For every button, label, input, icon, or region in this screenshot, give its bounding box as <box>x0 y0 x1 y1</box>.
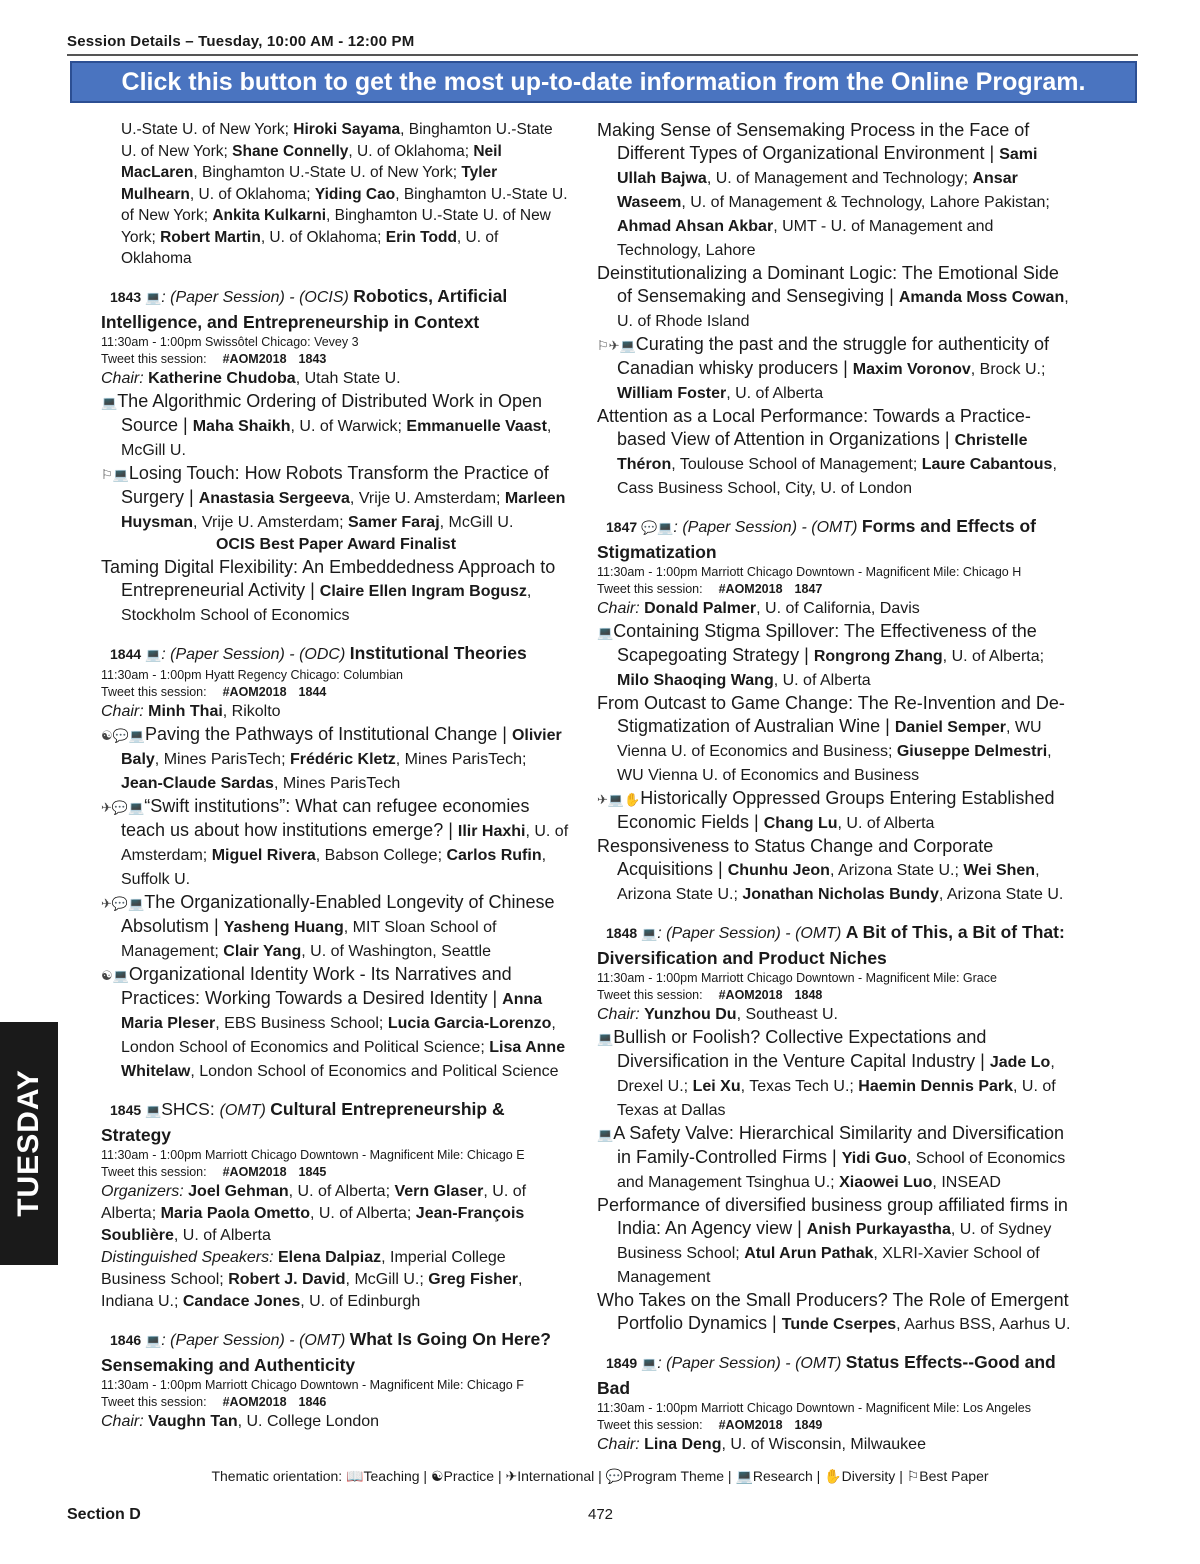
paper-title: Curating the past and the struggle for authenticity of Canadian whisky producers | <box>617 334 1049 378</box>
session-type: : (Paper Session) - (OMT) <box>657 1355 846 1372</box>
author-name: Neil MacLaren <box>121 142 502 181</box>
author-name: Claire Ellen Ingram Bogusz <box>319 582 527 600</box>
author-affiliation: , Babson College; <box>315 846 447 864</box>
session-heading <box>597 1350 1077 1400</box>
tweet-label: Tweet this session: <box>597 1418 703 1432</box>
session-organizers <box>101 1181 571 1247</box>
paper-authors <box>782 1316 1071 1333</box>
author-name: Yasheng Huang <box>223 918 344 936</box>
chair-label: Chair: <box>101 702 149 720</box>
author-name: Maxim Voronov <box>852 361 971 378</box>
tweet-hashtag: #AOM2018 <box>718 988 783 1002</box>
day-side-tab <box>0 1022 58 1265</box>
page-number: 472 <box>588 1506 614 1523</box>
author-name: Frédéric Kletz <box>289 750 396 768</box>
author-affiliation: , U. of Alberta; <box>309 1204 416 1222</box>
tweet-line <box>597 581 1077 598</box>
author-name: Jonathan Nicholas Bundy <box>742 886 939 903</box>
author-name: Miguel Rivera <box>211 846 316 864</box>
paper-title: A Safety Valve: Hierarchical Similarity and Diversification in Family-Controlled Firms | <box>613 1123 1065 1167</box>
author-name: Vern Glaser <box>394 1182 484 1200</box>
research-icon: 💻 <box>145 646 162 662</box>
paper-title: Taming Digital Flexibility: An Embeddedness Approach to Entrepreneurial Activity | <box>101 556 556 600</box>
chair-name: Donald Palmer <box>644 600 757 617</box>
tweet-line <box>101 351 571 368</box>
paper-theme-icons: 💻 <box>597 1031 614 1046</box>
session-chair <box>101 701 571 723</box>
session-number: 1845 <box>110 1101 146 1118</box>
session-type: : (Paper Session) - (OCIS) <box>161 288 354 306</box>
session-type: (OMT) <box>219 1101 271 1119</box>
tweet-hashtag: #AOM2018 <box>222 351 287 366</box>
author-name: Erin Todd <box>385 228 457 246</box>
left-column <box>101 119 571 1447</box>
session-type: : (Paper Session) - (OMT) <box>657 925 846 942</box>
session-number: 1848 <box>606 925 642 941</box>
author-name: Clair Yang <box>223 942 302 960</box>
author-affiliation: , School of Economics and Management Tsinghua U.; <box>617 1150 1066 1191</box>
author-affiliation: , Arizona State U.; <box>829 862 964 879</box>
author-name: William Foster <box>617 385 727 402</box>
tweet-hashtag: #AOM2018 <box>718 1418 783 1432</box>
session-time-location: 11:30am - 1:00pm Marriott Chicago Downtown - Magnificent Mile: Grace <box>597 971 997 985</box>
session-number: 1844 <box>110 645 146 662</box>
tweet-line <box>597 987 1077 1004</box>
session-title: Institutional Theories <box>349 642 527 663</box>
paper-theme-icons: ✈💬💻 <box>101 799 145 815</box>
author-affiliation: , Vrije U. Amsterdam; <box>193 513 349 531</box>
author-name: Amanda Moss Cowan <box>898 289 1065 306</box>
paper-theme-icons: ☯💬💻 <box>101 727 146 743</box>
session-chair <box>597 1004 1077 1026</box>
session-time-location: 11:30am - 1:00pm Hyatt Regency Chicago: Columbian <box>101 667 404 682</box>
author-affiliation: , UMT - U. of Management and Technology, Lahore <box>617 218 994 259</box>
tweet-label: Tweet this session: <box>597 582 703 596</box>
tweet-line <box>101 1164 571 1181</box>
author-name: Marleen Huysman <box>121 489 566 531</box>
author-affiliation: , U. of Oklahoma <box>121 228 499 267</box>
author-affiliation: , U. of Rhode Island <box>617 289 1069 330</box>
author-name: Anastasia Sergeeva <box>198 489 350 507</box>
author-name: Maria Paola Ometto <box>160 1204 310 1222</box>
paper-entry <box>597 333 1077 405</box>
paper-title: Who Takes on the Small Producers? The Role of Emergent Portfolio Dynamics | <box>597 1290 1069 1333</box>
session-time-location: 11:30am - 1:00pm Marriott Chicago Downtown - Magnificent Mile: Los Angeles <box>597 1401 1032 1415</box>
chair-label: Chair: <box>597 1006 645 1023</box>
session-number: 1847 <box>606 519 642 535</box>
online-program-button[interactable]: Click this button to get the most up-to-date information from the Online Program. <box>70 61 1137 103</box>
paper-entry <box>101 390 571 462</box>
author-affiliation: , XLRI-Xavier School of Management <box>617 1245 1040 1286</box>
session-title: A Bit of This, a Bit of That: Diversification and Product Niches <box>597 922 1065 968</box>
session-heading <box>597 514 1077 564</box>
session-1843 <box>101 284 571 627</box>
author-affiliation: , U. of Washington, Seattle <box>301 942 491 960</box>
chair-label: Chair: <box>101 1412 149 1430</box>
author-affiliation: , Cass Business School, City, U. of London <box>617 456 1057 497</box>
session-1845 <box>101 1097 571 1313</box>
author-name: Lei Xu <box>692 1078 741 1095</box>
paper-entry <box>597 405 1077 500</box>
session-heading <box>597 920 1077 970</box>
author-affiliation: , U. of Texas at Dallas <box>617 1078 1056 1119</box>
author-name: Carlos Rufin <box>446 846 542 864</box>
paper-entry <box>597 1026 1077 1122</box>
author-name: Giuseppe Delmestri <box>896 743 1048 760</box>
paper-entry <box>101 795 571 891</box>
author-name: Robert Martin <box>160 228 261 246</box>
author-name: Anish Purkayastha <box>806 1221 951 1238</box>
session-chair <box>597 598 1077 620</box>
author-affiliation: , Vrije U. Amsterdam; <box>349 489 505 507</box>
tweet-hashtag: #AOM2018 <box>222 684 287 699</box>
session-chair <box>101 1411 571 1433</box>
paper-theme-icons: 💻 <box>597 625 614 640</box>
author-affiliation: , U. of Alberta <box>837 815 935 832</box>
author-affiliation: , Stockholm School of Economics <box>121 582 532 624</box>
paper-entry <box>597 620 1077 692</box>
day-side-tab-label: TUESDAY <box>12 1069 45 1217</box>
author-name: Tunde Cserpes <box>781 1316 897 1333</box>
author-affiliation: , U. of Amsterdam; <box>121 822 569 864</box>
chair-label: Chair: <box>597 1436 645 1453</box>
session-number: 1843 <box>110 288 146 305</box>
author-name: Chang Lu <box>763 815 838 832</box>
paper-entry <box>597 1122 1077 1194</box>
session-heading <box>101 284 571 334</box>
session-1846 <box>101 1327 571 1433</box>
tweet-session-number: 1846 <box>298 1394 327 1409</box>
session-chair <box>101 368 571 390</box>
author-name: Laure Cabantous <box>921 456 1053 473</box>
author-affiliation: , Binghamton U.-State U. of New York; <box>121 185 568 224</box>
author-name: Robert J. David <box>228 1270 346 1288</box>
chair-label: Chair: <box>597 600 645 617</box>
session-title: Status Effects--Good and Bad <box>597 1352 1056 1398</box>
author-affiliation: , U. of Alberta; <box>288 1182 395 1200</box>
paper-title: Attention as a Local Performance: Towards a Practice-based View of Attention in Organizations | <box>597 406 1031 449</box>
author-affiliation: , Imperial College Business School; <box>101 1248 506 1288</box>
author-affiliation: , Brock U.; <box>970 361 1046 378</box>
tweet-session-number: 1848 <box>794 988 823 1002</box>
tweet-hashtag: #AOM2018 <box>222 1164 287 1179</box>
paper-entry <box>597 1289 1077 1336</box>
paper-title: Containing Stigma Spillover: The Effectiveness of the Scapegoating Strategy | <box>613 621 1037 665</box>
research-icon: 💻 <box>145 1332 162 1348</box>
page-header-title: Session Details – Tuesday, 10:00 AM - 12:00 PM <box>67 33 415 50</box>
author-affiliation: , U. of Oklahoma; <box>348 142 474 160</box>
paper-theme-icons: 💻 <box>597 1127 614 1142</box>
header-rule <box>67 54 1138 56</box>
author-affiliation: , McGill U. <box>439 513 514 531</box>
author-name: Greg Fisher <box>428 1270 519 1288</box>
author-name: Elena Dalpiaz <box>277 1248 382 1266</box>
paper-theme-icons: ⚐💻 <box>101 466 129 482</box>
session-number: 1846 <box>110 1331 146 1348</box>
session-title: What Is Going On Here? Sensemaking and Authenticity <box>101 1328 551 1375</box>
chair-affiliation: , Southeast U. <box>736 1006 838 1023</box>
tweet-line <box>597 1417 1077 1434</box>
author-affiliation: , Toulouse School of Management; <box>671 456 922 473</box>
author-affiliation: , EBS Business School; <box>215 1014 388 1032</box>
author-affiliation: , London School of Economics and Political Science <box>190 1062 559 1080</box>
footer-section: Section D <box>67 1506 141 1523</box>
paper-title: Deinstitutionalizing a Dominant Logic: The Emotional Side of Sensemaking and Sensegiving | <box>597 263 1059 306</box>
author-affiliation: , Aarhus BSS, Aarhus U. <box>896 1316 1071 1333</box>
author-name: Rongrong Zhang <box>813 648 943 665</box>
tweet-hashtag: #AOM2018 <box>222 1394 287 1409</box>
session-1848 <box>597 920 1077 1336</box>
paper-title: Making Sense of Sensemaking Process in the Face of Different Types of Organizational Environment | <box>597 120 1030 163</box>
organizers-label: Organizers: <box>101 1182 189 1200</box>
author-affiliation: , Mines ParisTech <box>273 774 401 792</box>
author-affiliation: , U. of Alberta; <box>101 1182 527 1222</box>
author-affiliation: , U. of Edinburgh <box>300 1292 421 1310</box>
author-name: Tyler Mulhearn <box>121 164 498 203</box>
author-name: Anna Maria Pleser <box>121 990 543 1032</box>
author-name: Haemin Dennis Park <box>858 1078 1014 1095</box>
chair-name: Vaughn Tan <box>148 1412 238 1430</box>
author-affiliation: , U. of Oklahoma; <box>260 228 386 246</box>
author-name: Sami Ullah Bajwa <box>617 146 1038 187</box>
session-division: SHCS: <box>161 1098 220 1119</box>
session-type: : (Paper Session) - (OMT) <box>161 1331 350 1349</box>
paper-title: Bullish or Foolish? Collective Expectations and Diversification in the Venture Capital Industry | <box>613 1027 990 1071</box>
author-name: Maha Shaikh <box>192 417 291 435</box>
author-name: Joel Gehman <box>188 1182 289 1200</box>
author-name: Daniel Semper <box>894 719 1006 736</box>
author-name: Shane Connelly <box>232 142 349 160</box>
session-speakers <box>101 1247 571 1313</box>
paper-theme-icons: ⚐✈💻 <box>597 338 636 353</box>
session-chair <box>597 1434 1077 1456</box>
session-heading <box>101 1327 571 1377</box>
continued-authors <box>101 119 571 270</box>
session-time-location: 11:30am - 1:00pm Marriott Chicago Downtown - Magnificent Mile: Chicago H <box>597 565 1022 579</box>
session-type: : (Paper Session) - (OMT) <box>673 519 862 536</box>
research-icon: 💻 <box>641 1356 658 1371</box>
author-affiliation: , U. of Management & Technology, Lahore Pakistan; <box>681 194 1050 211</box>
author-affiliation: , Texas Tech U.; <box>740 1078 859 1095</box>
research-icon: 💻 <box>145 1102 162 1118</box>
tweet-hashtag: #AOM2018 <box>718 582 783 596</box>
author-affiliation: , U. of Management and Technology; <box>706 170 973 187</box>
author-affiliation: , Mines ParisTech; <box>395 750 527 768</box>
author-name: Samer Faraj <box>348 513 440 531</box>
session-time-location: 11:30am - 1:00pm Marriott Chicago Downtown - Magnificent Mile: Chicago F <box>101 1377 524 1392</box>
author-affiliation: , INSEAD <box>932 1174 1001 1191</box>
research-icon: 💻 <box>641 926 658 941</box>
author-affiliation: , Binghamton U.-State U. of New York; <box>121 207 551 246</box>
paper-entry <box>597 119 1077 262</box>
author-affiliation: , U. of Alberta; <box>942 648 1045 665</box>
author-affiliation: , U. of Alberta <box>773 672 871 689</box>
author-name: Lucia Garcia-Lorenzo <box>387 1014 552 1032</box>
author-name: Ahmad Ahsan Akbar <box>617 218 774 235</box>
paper-title: From Outcast to Game Change: The Re-Invention and De-Stigmatization of Australian Wine | <box>597 693 1065 736</box>
paper-entry <box>597 787 1077 835</box>
tweet-label: Tweet this session: <box>597 988 703 1002</box>
chair-affiliation: , U. College London <box>237 1412 380 1430</box>
author-name: Yiding Cao <box>314 185 396 203</box>
research-icon: 💬💻 <box>641 520 674 535</box>
chair-name: Yunzhou Du <box>644 1006 737 1023</box>
author-name: Christelle Théron <box>617 432 1028 473</box>
chair-affiliation: , Utah State U. <box>295 369 401 387</box>
author-name: Olivier Baly <box>121 726 562 768</box>
tweet-session-number: 1847 <box>794 582 823 596</box>
paper-entry <box>101 723 571 795</box>
paper-entry <box>101 963 571 1083</box>
author-affiliation: , WU Vienna U. of Economics and Business <box>617 743 1052 784</box>
paper-title: Paving the Pathways of Institutional Change | <box>145 723 512 744</box>
session-1847 <box>597 514 1077 906</box>
author-name: Yidi Guo <box>841 1150 907 1167</box>
session-heading <box>101 641 571 667</box>
speakers-label: Distinguished Speakers: <box>101 1248 278 1266</box>
chair-affiliation: , U. of Wisconsin, Milwaukee <box>721 1436 926 1453</box>
author-affiliation: , MIT Sloan School of Management; <box>121 918 497 960</box>
chair-name: Minh Thai <box>148 702 223 720</box>
paper-entry <box>101 556 571 627</box>
author-name: Ilir Haxhi <box>457 822 526 840</box>
paper-entry <box>101 462 571 534</box>
tweet-session-number: 1849 <box>794 1418 823 1432</box>
tweet-label: Tweet this session: <box>101 684 207 699</box>
author-affiliation: U.-State U. of New York; <box>121 121 294 138</box>
author-affiliation: , Mines ParisTech; <box>154 750 290 768</box>
tweet-label: Tweet this session: <box>101 1164 207 1179</box>
author-name: Candace Jones <box>182 1292 301 1310</box>
author-affiliation: , WU Vienna U. of Economics and Business; <box>617 719 1042 760</box>
author-name: Ankita Kulkarni <box>212 207 327 224</box>
author-affiliation: , Drexel U.; <box>617 1054 1055 1095</box>
session-type: : (Paper Session) - (ODC) <box>161 645 350 663</box>
author-affiliation: , U. of Sydney Business School; <box>617 1221 1052 1262</box>
paper-theme-icons: ☯💻 <box>101 967 129 983</box>
session-time-location: 11:30am - 1:00pm Marriott Chicago Downtown - Magnificent Mile: Chicago E <box>101 1147 525 1162</box>
author-affiliation: , U. of Alberta <box>726 385 824 402</box>
author-name: Jean-Claude Sardas <box>121 774 274 792</box>
paper-title: The Algorithmic Ordering of Distributed Work in Open Source | <box>117 390 543 435</box>
chair-affiliation: , Rikolto <box>222 702 281 720</box>
paper-entry <box>597 262 1077 333</box>
author-name: Xiaowei Luo <box>839 1174 933 1191</box>
author-affiliation: , Arizona State U. <box>938 886 1064 903</box>
thematic-legend: Thematic orientation: 📖Teaching | ☯Practice | ✈International | 💬Program Theme | 💻Research | ✋Diversity | ⚐Best Paper <box>211 1468 989 1484</box>
chair-name: Lina Deng <box>644 1436 722 1453</box>
author-name: Milo Shaoqing Wang <box>617 672 774 689</box>
award-finalist-note: OCIS Best Paper Award Finalist <box>215 535 457 553</box>
author-affiliation: , Indiana U.; <box>101 1270 523 1310</box>
paper-theme-icons: ✈💻✋ <box>597 792 641 807</box>
author-name: Emmanuelle Vaast <box>406 417 547 435</box>
author-affiliation: , Binghamton U.-State U. of New York; <box>121 121 553 160</box>
author-affiliation: , Binghamton U.-State U. of New York; <box>193 164 462 181</box>
paper-title: Responsiveness to Status Change and Corporate Acquisitions | <box>597 836 994 879</box>
author-name: Ansar Waseem <box>617 170 1018 211</box>
paper-entry <box>101 891 571 963</box>
author-name: Atul Arun Pathak <box>744 1245 874 1262</box>
author-affiliation: , London School of Economics and Political Science; <box>121 1014 556 1056</box>
chair-label: Chair: <box>101 369 149 387</box>
tweet-session-number: 1843 <box>298 351 327 366</box>
session-time-location: 11:30am - 1:00pm Swissôtel Chicago: Vevey 3 <box>101 334 359 349</box>
author-name: Wei Shen <box>963 862 1036 879</box>
author-affiliation: , U. of Oklahoma; <box>189 185 315 203</box>
paper-theme-icons: 💻 <box>101 394 118 410</box>
author-affiliation: , U. of Warwick; <box>290 417 407 435</box>
paper-title: Losing Touch: How Robots Transform the Practice of Surgery | <box>121 462 549 507</box>
paper-title: The Organizationally-Enabled Longevity of Chinese Absolutism | <box>121 891 555 936</box>
author-name: Jean-François Soublière <box>101 1204 525 1244</box>
author-affiliation: , McGill U. <box>121 417 552 459</box>
tweet-session-number: 1845 <box>298 1164 327 1179</box>
author-affiliation: , U. of Alberta <box>173 1226 271 1244</box>
author-name: Lisa Anne Whitelaw <box>121 1038 566 1080</box>
session-title: Robotics, Artificial Intelligence, and Entrepreneurship in Context <box>101 285 508 332</box>
author-name: Jade Lo <box>989 1054 1051 1071</box>
author-name: Chunhu Jeon <box>727 862 830 879</box>
continued-papers <box>597 119 1077 500</box>
tweet-line <box>101 1394 571 1411</box>
paper-title: Performance of diversified business group affiliated firms in India: An Agency view | <box>597 1195 1068 1238</box>
paper-theme-icons: ✈💬💻 <box>101 895 145 911</box>
paper-entry <box>597 692 1077 787</box>
tweet-session-number: 1844 <box>298 684 327 699</box>
session-1849 <box>597 1350 1077 1456</box>
session-heading <box>101 1097 571 1147</box>
research-icon: 💻 <box>145 289 162 305</box>
tweet-line <box>101 684 571 701</box>
paper-entry <box>597 1194 1077 1289</box>
tweet-label: Tweet this session: <box>101 1394 207 1409</box>
session-title: Cultural Entrepreneurship & Strategy <box>101 1098 505 1145</box>
chair-name: Katherine Chudoba <box>148 369 296 387</box>
session-number: 1849 <box>606 1355 642 1371</box>
author-affiliation: , Arizona State U.; <box>617 862 1040 903</box>
session-title: Forms and Effects of Stigmatization <box>597 516 1036 562</box>
chair-affiliation: , U. of California, Davis <box>756 600 920 617</box>
author-name: Hiroki Sayama <box>293 121 401 138</box>
paper-title: “Swift institutions”: What can refugee economies teach us about how institutions emerge? | <box>121 795 530 840</box>
tweet-label: Tweet this session: <box>101 351 207 366</box>
paper-authors <box>764 815 935 832</box>
right-column <box>597 119 1077 1470</box>
paper-entry <box>597 835 1077 906</box>
paper-title: Organizational Identity Work - Its Narratives and Practices: Working Towards a Desired Identity | <box>121 963 512 1008</box>
paper-title: Historically Oppressed Groups Entering Established Economic Fields | <box>617 788 1055 832</box>
author-affiliation: , Suffolk U. <box>121 846 547 888</box>
author-affiliation: , McGill U.; <box>345 1270 429 1288</box>
session-1844 <box>101 641 571 1083</box>
